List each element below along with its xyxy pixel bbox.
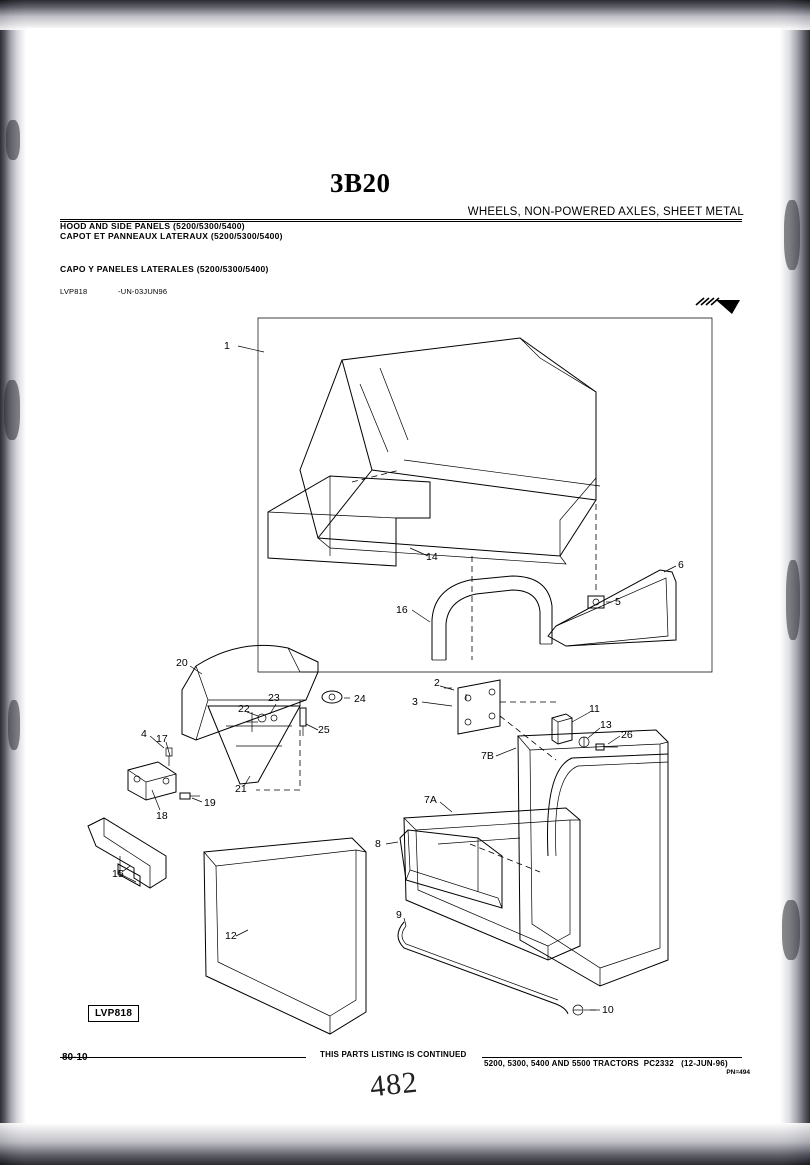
callout-17: 17	[156, 733, 168, 745]
callout-16: 16	[396, 604, 408, 616]
figure-number: 3B20	[330, 168, 391, 198]
callout-22: 22	[238, 703, 250, 715]
heading-french: CAPOT ET PANNEAUX LATERAUX (5200/5300/5400)	[60, 231, 283, 241]
callout-26: 26	[621, 729, 633, 741]
footer-part-number: PN=494	[726, 1069, 750, 1076]
footer-rule-left	[60, 1057, 306, 1058]
callout-3: 3	[412, 696, 418, 708]
callout-21: 21	[235, 783, 247, 795]
callout-12: 12	[225, 930, 237, 942]
footer-page-number: 80-10	[62, 1052, 88, 1063]
callout-11: 11	[589, 703, 600, 715]
callout-20: 20	[176, 657, 188, 669]
callout-25: 25	[318, 724, 330, 736]
callout-18: 18	[156, 810, 168, 822]
callout-13: 13	[600, 719, 612, 731]
callout-19: 19	[204, 797, 216, 809]
handwritten-page-number: 482	[368, 1065, 420, 1104]
callout-labels	[112, 340, 684, 1016]
callout-15: 15	[112, 868, 124, 880]
footer-models	[484, 1059, 728, 1068]
heading-english: HOOD AND SIDE PANELS (5200/5300/5400)	[60, 221, 245, 231]
footer-continued-note: THIS PARTS LISTING IS CONTINUED	[320, 1050, 467, 1059]
section-title: WHEELS, NON-POWERED AXLES, SHEET METAL	[467, 206, 744, 218]
footer-models-text: 5200, 5300, 5400 AND 5500 TRACTORS	[484, 1059, 639, 1068]
figure-date: -UN-03JUN96	[118, 287, 168, 296]
callout-6: 6	[678, 559, 684, 571]
callout-7A: 7A	[424, 794, 437, 806]
callout-8: 8	[375, 838, 381, 850]
callout-10: 10	[602, 1004, 614, 1016]
callout-2: 2	[434, 677, 440, 689]
callout-23: 23	[268, 692, 280, 704]
callout-4: 4	[141, 728, 147, 740]
callout-7B: 7B	[481, 750, 494, 762]
callout-5: 5	[615, 596, 621, 608]
figure-code: LVP818	[60, 287, 88, 296]
figure-stamp: LVP818	[88, 1005, 139, 1022]
footer-date: (12-JUN-96)	[681, 1059, 728, 1068]
callout-24: 24	[354, 693, 366, 705]
footer-catalog: PC2332	[643, 1059, 674, 1068]
callout-14: 14	[426, 551, 438, 563]
heading-spanish: CAPO Y PANELES LATERALES (5200/5300/5400)	[60, 264, 269, 274]
callout-9: 9	[396, 909, 402, 921]
footer-rule-right	[482, 1057, 742, 1058]
callout-1: 1	[224, 340, 230, 352]
